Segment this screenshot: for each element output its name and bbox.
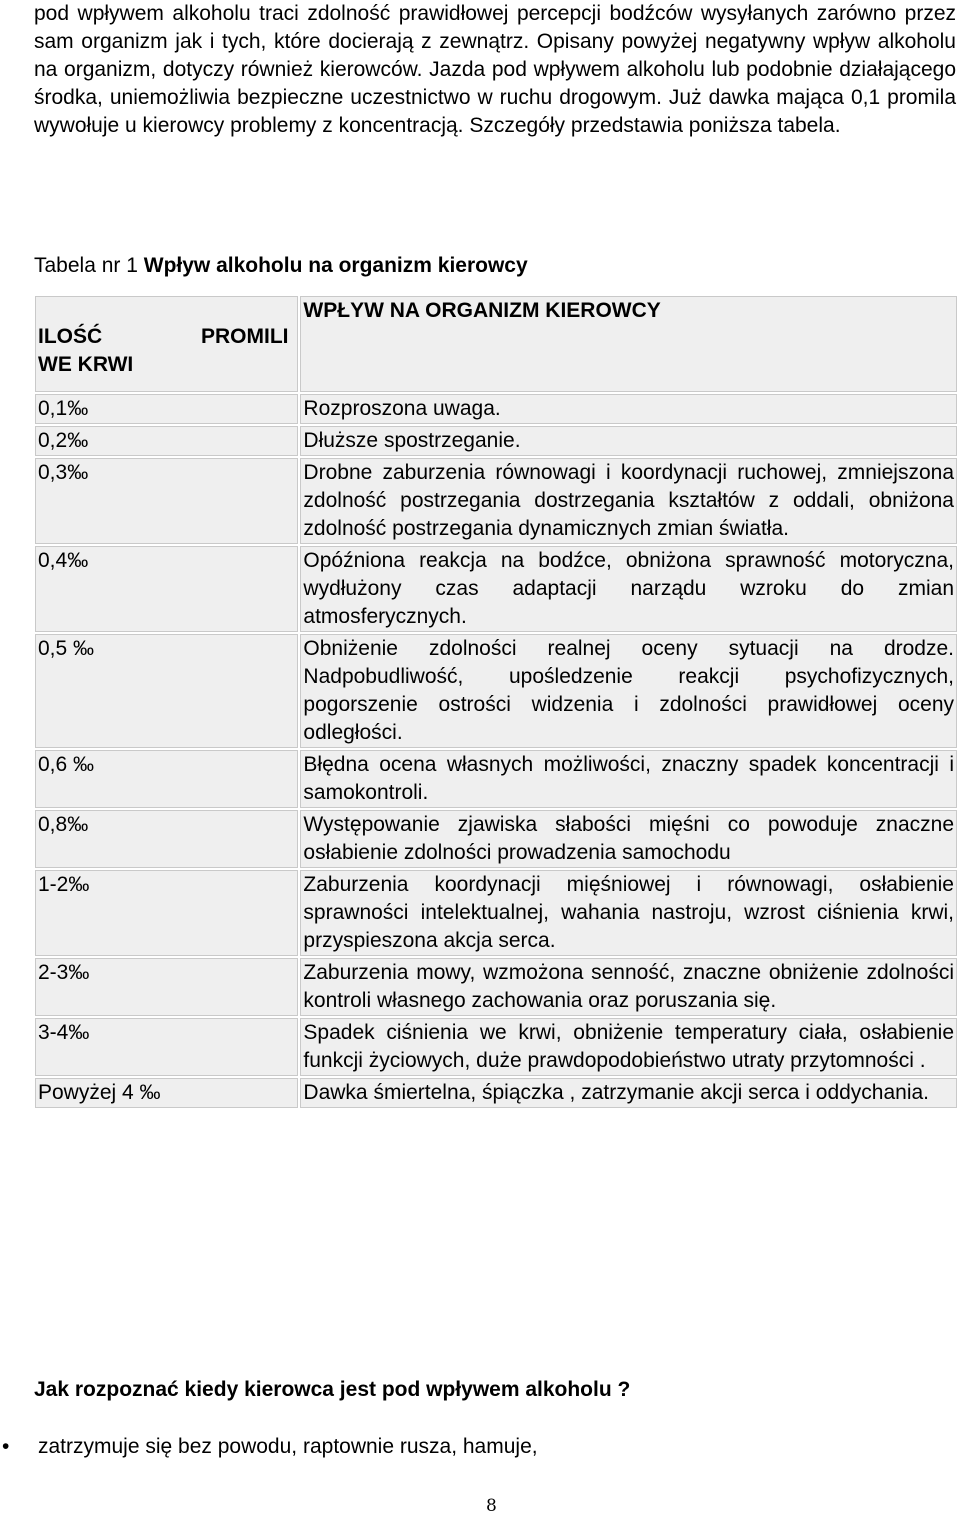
bullet-icon: • [2,1435,10,1458]
effect-cell: Drobne zaburzenia równowagi i koordynacji ruchowej, zmniejszona zdolność postrzegania dostrzegania kształtów z oddali, obniżona zdolność postrzegania dynamicznych zmian światła. [300,458,957,544]
effect-cell: Błędna ocena własnych możliwości, znaczny spadek koncentracji i samokontroli. [300,750,957,808]
amount-cell: 0,4‰ [35,546,298,632]
amount-cell: 2-3‰ [35,958,298,1016]
effect-cell: Opóźniona reakcja na bodźce, obniżona sprawność motoryczna, wydłużony czas adaptacji narządu wzroku do zmian atmosferycznych. [300,546,957,632]
table-row [35,1078,957,1108]
table-row [35,1018,957,1076]
effect-cell: Obniżenie zdolności realnej oceny sytuacji na drodze. Nadpobudliwość, upośledzenie reakcji psychofizycznych, pogorszenie ostrości widzenia i zdolności prawidłowej oceny odległości. [300,634,957,748]
amount-cell: 0,5 ‰ [35,634,298,748]
header-amount-label-2: WE KRWI [38,353,134,376]
header-effect-cell: WPŁYW NA ORGANIZM KIEROWCY [300,296,957,392]
table-row [35,426,957,456]
page-number: 8 [486,1496,497,1516]
table-row [35,634,957,748]
amount-cell: 1-2‰ [35,870,298,956]
effect-cell: Dłuższe spostrzeganie. [300,426,957,456]
amount-cell: 0,3‰ [35,458,298,544]
effect-cell: Rozproszona uwaga. [300,394,957,424]
table-row [35,870,957,956]
table-caption-title: Wpływ alkoholu na organizm kierowcy [143,254,528,277]
effect-cell: Występowanie zjawiska słabości mięśni co powoduje znaczne osłabienie zdolności prowadzenia samochodu [300,810,957,868]
table-caption [34,252,528,280]
list-item-text: zatrzymuje się bez powodu, raptownie rusza, hamuje, [38,1435,538,1458]
table-caption-prefix: Tabela nr 1 [34,254,144,277]
alcohol-effects-table [33,294,959,1110]
table-row [35,810,957,868]
amount-cell: 0,6 ‰ [35,750,298,808]
table-row [35,958,957,1016]
amount-cell: 0,8‰ [35,810,298,868]
header-amount-label-1: ILOŚĆ [38,325,103,348]
effect-cell: Dawka śmiertelna, śpiączka , zatrzymanie akcji serca i oddychania. [300,1078,957,1108]
table-row [35,458,957,544]
table-row [35,394,957,424]
table-row [35,546,957,632]
amount-cell: 0,1‰ [35,394,298,424]
intro-paragraph: pod wpływem alkoholu traci zdolność prawidłowej percepcji bodźców wysyłanych zarówno przez sam organizm jak i tych, które docierają z zewnątrz. Opisany powyżej negatywny wpływ alkoholu na organizm, dotyczy również kierowców. Jazda pod wpływem alkoholu lub podobnie działającego środka, uniemożliwia bezpieczne uczestnictwo w ruchu drogowym. Już dawka mająca 0,1 promila wywołuje u kierowcy problemy z koncentracją. Szczegóły przedstawia poniższa tabela. [34,2,956,137]
amount-cell: 0,2‰ [35,426,298,456]
table-header-row [35,296,957,392]
header-amount-label-1b: PROMILI [201,325,289,348]
table-row [35,750,957,808]
effect-cell: Zaburzenia koordynacji mięśniowej i równowagi, osłabienie sprawności intelektualnej, wahania nastroju, wzrost ciśnienia krwi, przyspieszona akcja serca. [300,870,957,956]
amount-cell: Powyżej 4 ‰ [35,1078,298,1108]
header-amount-cell [35,296,298,392]
section-question-heading: Jak rozpoznać kiedy kierowca jest pod wpływem alkoholu ? [34,1378,631,1401]
effect-cell: Zaburzenia mowy, wzmożona senność, znaczne obniżenie zdolności kontroli własnego zachowania oraz poruszania się. [300,958,957,1016]
amount-cell: 3-4‰ [35,1018,298,1076]
effect-cell: Spadek ciśnienia we krwi, obniżenie temperatury ciała, osłabienie funkcji życiowych, duże prawdopodobieństwo utraty przytomności . [300,1018,957,1076]
